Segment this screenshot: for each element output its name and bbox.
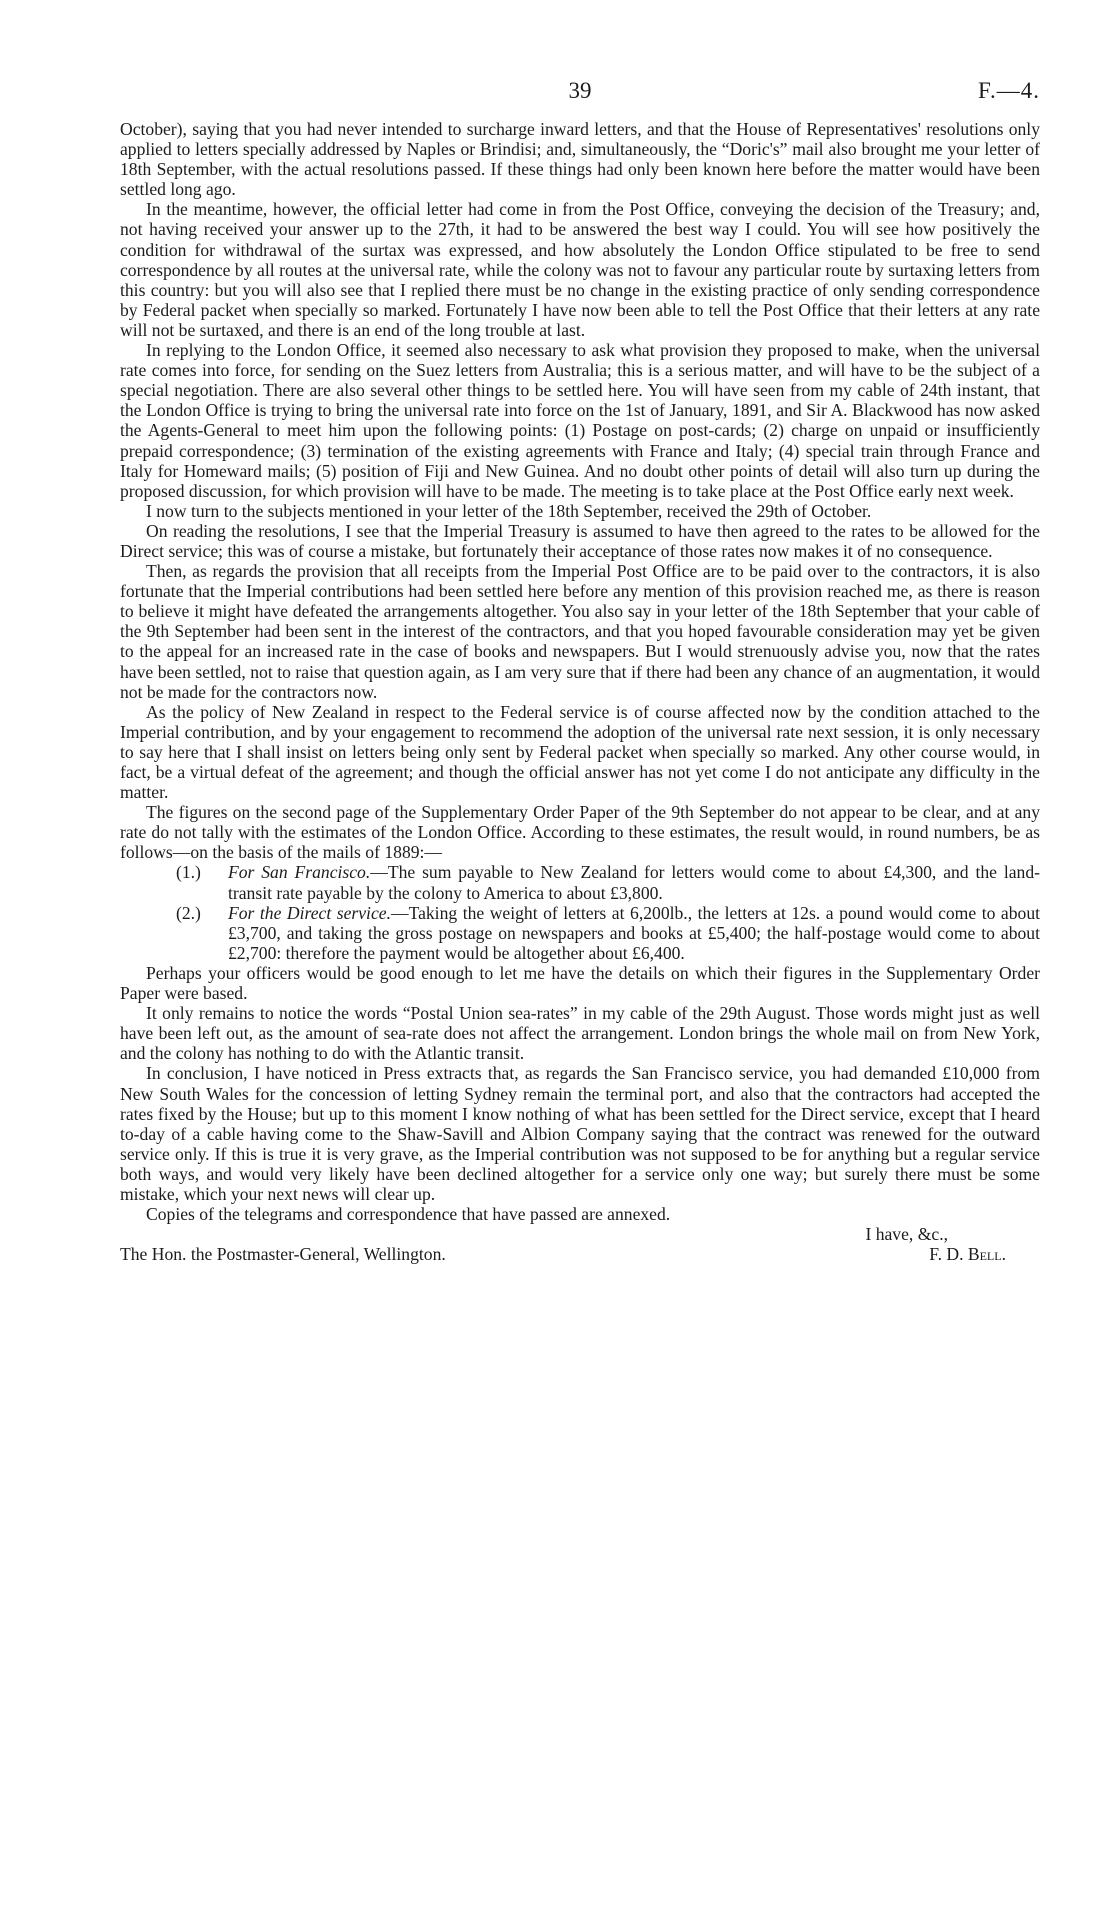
paragraph: In the meantime, however, the official letter had come in from the Post Office, conveying the decision of the Treasury; and, not having received your answer up to the 27th, it had to be answered the best way I could. You will see how positively the condition for withdrawal of the surtax was expressed, and how absolutely the London Office stipulated to be free to send correspondence by all routes at the universal rate, while the colony was not to favour any particular route by surtaxing letters from this country: but you will also see that I replied there must be no change in the existing practice of only sending correspondence by Federal packet when specially so marked. Fortunately I have now been able to tell the Post Office that their letters at any rate will not be surtaxed, and there is an end of the long trouble at last.: [120, 199, 1040, 340]
signoff-block: [120, 1224, 1040, 1264]
paragraph: It only remains to notice the words “Postal Union sea-rates” in my cable of the 29th August. Those words might just as well have been left out, as the amount of sea-rate does not affect the arrangement. London brings the whole mail on from New York, and the colony has nothing to do with the Atlantic transit.: [120, 1003, 1040, 1064]
paragraph: As the policy of New Zealand in respect to the Federal service is of course affected now by the condition attached to the Imperial contribution, and by your engagement to recommend the adoption of the universal rate next session, it is only necessary to say here that I shall insist on letters being only sent by Federal packet when specially so marked. Any other course would, in fact, be a virtual defeat of the agreement; and though the official answer has not yet come I do not anticipate any difficulty in the matter.: [120, 701, 1040, 803]
page-header: [120, 78, 1040, 108]
item-number: (2.): [176, 902, 201, 923]
item-text: —Taking the weight of letters at 6,200lb., the letters at 12s. a pound would come to about £3,700, and taking the gross postage on newspapers and books at £5,400; the half-postage would come to about £2,700: therefore the payment would be altogether about £6,400.: [228, 902, 1040, 963]
document-reference: F.—4.: [978, 78, 1040, 103]
numbered-item: [120, 862, 1040, 902]
item-number: (1.): [176, 862, 201, 883]
item-text: —The sum payable to New Zealand for letters would come to about £4,300, and the land-transit rate payable by the colony to America to about £3,800.: [228, 862, 1040, 903]
page-number: 39: [568, 78, 592, 103]
closing-phrase: I have, &c.,: [865, 1224, 948, 1245]
letter-body: [120, 119, 1040, 1264]
paragraph: On reading the resolutions, I see that the Imperial Treasury is assumed to have then agreed to the rates to be allowed for the Direct service; this was of course a mistake, but fortunately their acceptance of those rates now makes it of no consequence.: [120, 520, 1040, 561]
numbered-item: [120, 903, 1040, 963]
paragraph: The figures on the second page of the Supplementary Order Paper of the 9th September do not appear to be clear, and at any rate do not tally with the estimates of the London Office. According to these estimates, the result would, in round numbers, be as follows—on the basis of the mails of 1889:—: [120, 802, 1040, 863]
paragraph: In conclusion, I have noticed in Press extracts that, as regards the San Francisco service, you had demanded £10,000 from New South Wales for the concession of letting Sydney remain the terminal port, and also that the contractors had accepted the rates fixed by the House; but up to this moment I know nothing of what has been settled for the Direct service, except that I heard to-day of a cable having come to the Shaw-Savill and Albion Company saying that the contract was renewed for the outward service only. If this is true it is very grave, as the Imperial contribution was not supposed to be for anything but a regular service both ways, and would very likely have been declined altogether for a service only one way; but surely there must be some mistake, which your next news will clear up.: [120, 1063, 1040, 1204]
paragraph: Perhaps your officers would be good enough to let me have the details on which their figures in the Supplementary Order Paper were based.: [120, 962, 1040, 1004]
paragraph: Copies of the telegrams and correspondence that have passed are annexed.: [146, 1204, 671, 1225]
item-title: For San Francisco.: [228, 862, 371, 883]
paragraph: Then, as regards the provision that all receipts from the Imperial Post Office are to be paid over to the contractors, it is also fortunate that the Imperial contributions had been settled here before any mention of this provision reached me, as there is reason to believe it might have defeated the arrangements altogether. You also say in your letter of the 18th September that your cable of the 9th September had been sent in the interest of the contractors, and that you hoped favourable consideration may yet be given to the appeal for an increased rate in the case of books and newspapers. But I would strenuously advise you, now that the rates have been settled, not to raise that question again, as I am very sure that if there had been any chance of an augmentation, it would not be made for the contractors now.: [120, 561, 1040, 702]
paragraph: In replying to the London Office, it seemed also necessary to ask what provision they proposed to make, when the universal rate comes into force, for sending on the Suez letters from Australia; this is a serious matter, and will have to be the subject of a special negotiation. There are also several other things to be settled here. You will have seen from my cable of 24th instant, that the London Office is trying to bring the universal rate into force on the 1st of January, 1891, and Sir A. Blackwood has now asked the Agents-General to meet him upon the following points: (1) Postage on post-cards; (2) charge on unpaid or insufficiently prepaid correspondence; (3) termination of the existing agreements with France and Italy; (4) special train through France and Italy for Homeward mails; (5) position of Fiji and New Guinea. And no doubt other points of detail will also turn up during the proposed discussion, for which provision will have to be made. The meeting is to take place at the Post Office early next week.: [120, 340, 1040, 501]
paragraph: I now turn to the subjects mentioned in your letter of the 18th September, received the 29th of October.: [146, 500, 872, 521]
addressee: The Hon. the Postmaster-General, Wellington.: [120, 1244, 446, 1265]
signature: F. D. Bell.: [929, 1244, 1006, 1265]
item-title: For the Direct service.: [228, 902, 391, 923]
paragraph: October), saying that you had never intended to surcharge inward letters, and that the House of Representatives' resolutions only applied to letters specially addressed by Naples or Brindisi; and, simultaneously, the “Doric's” mail also brought me your letter of 18th September, with the actual resolutions passed. If these things had only been known here before the matter would have been settled long ago.: [120, 119, 1040, 200]
